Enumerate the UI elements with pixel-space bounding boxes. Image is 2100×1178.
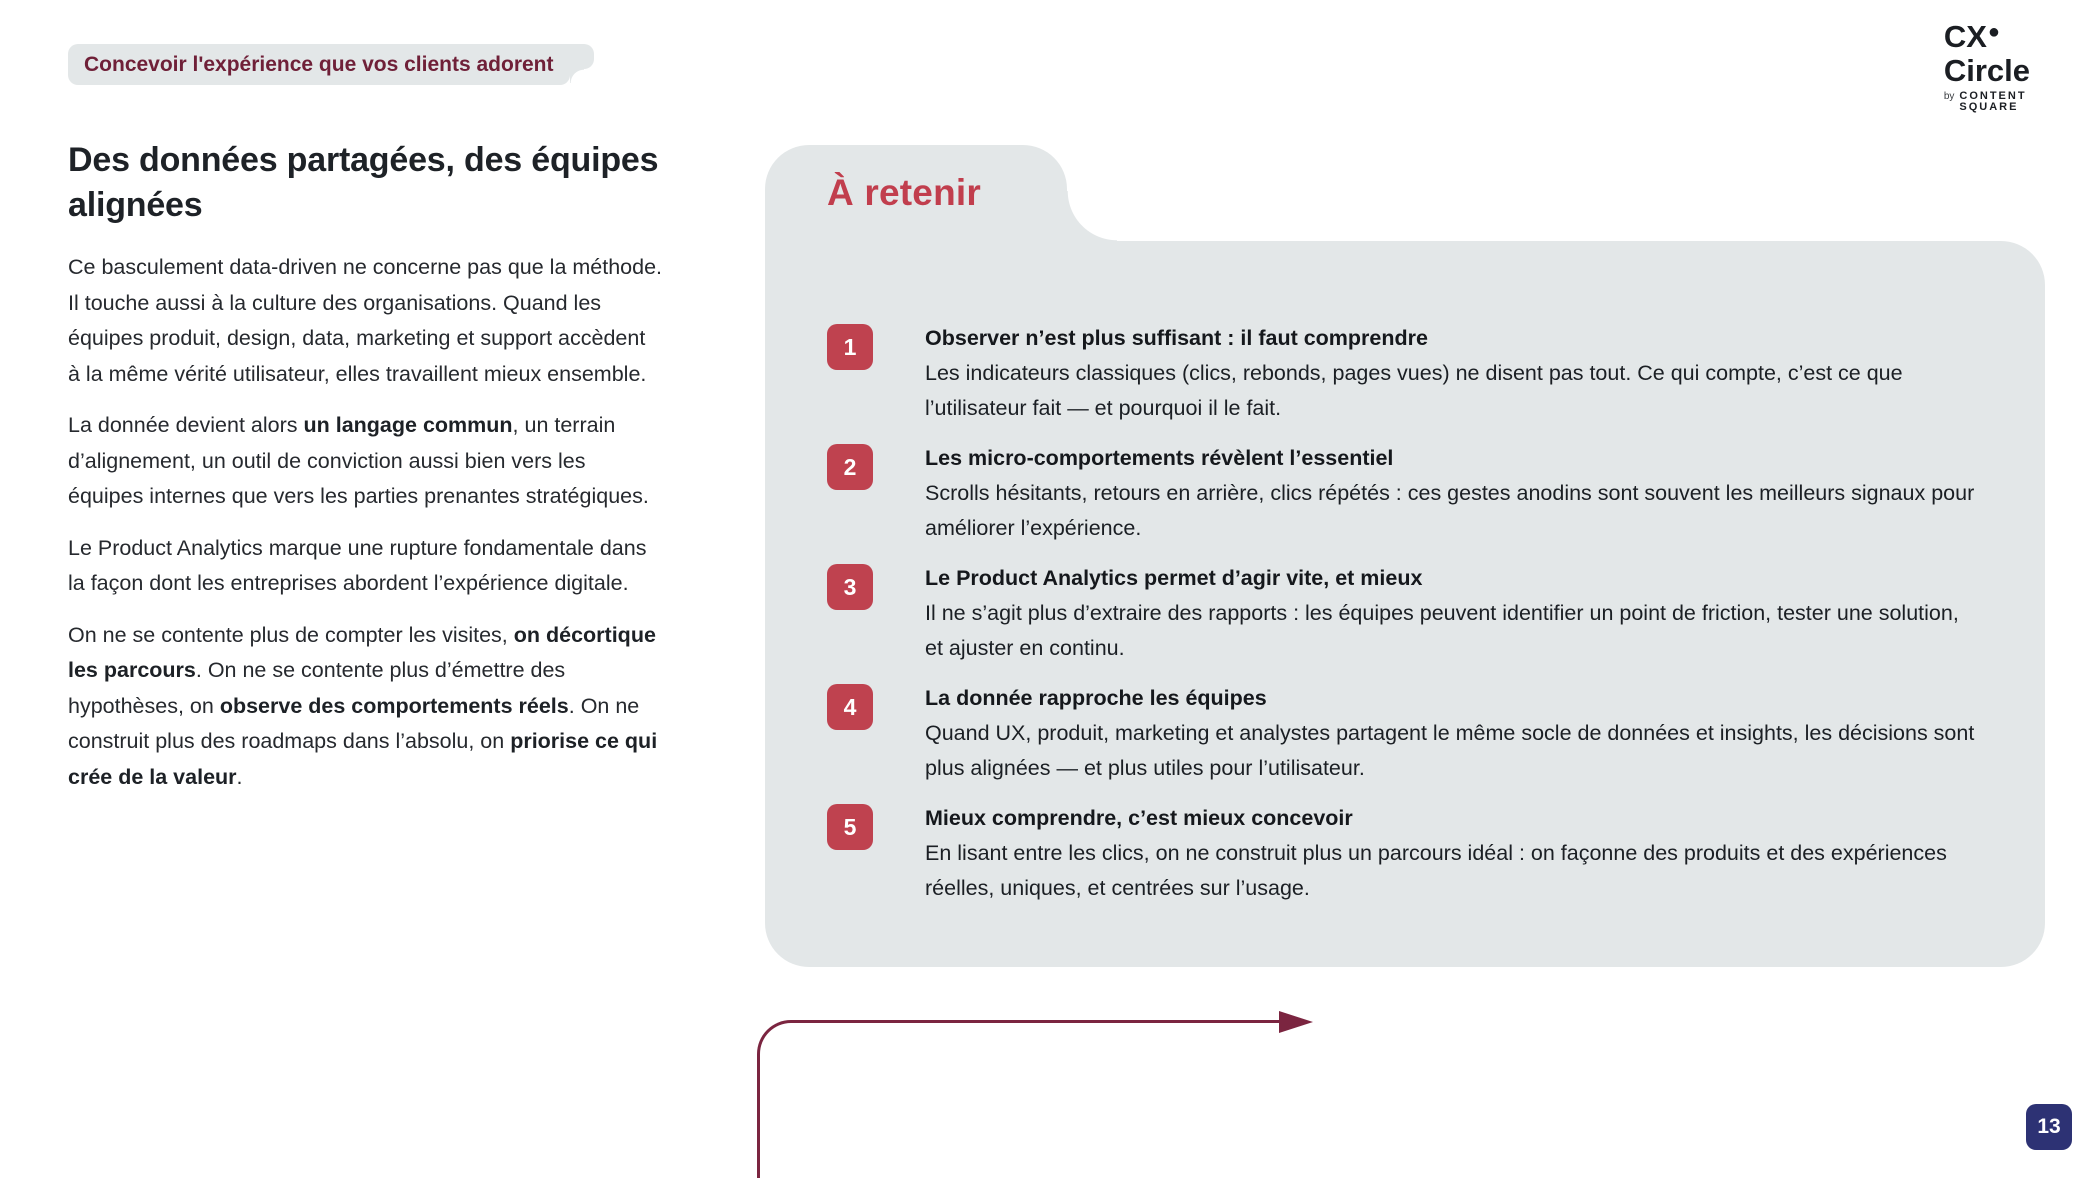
logo-line-circle: Circle — [1943, 53, 2030, 88]
arrow-head-icon — [1279, 1011, 1313, 1033]
item-title: La donnée rapproche les équipes — [925, 686, 1267, 710]
item-body: Les indicateurs classiques (clics, rebonds, pages vues) ne disent pas tout. Ce qui compte, c’est ce que l’utilisateur fait — et pourquoi il le fait. — [925, 361, 1903, 420]
panel-body — [765, 241, 2045, 967]
takeaway-item — [827, 801, 1975, 906]
item-number-badge: 1 — [827, 324, 873, 370]
item-body: Quand UX, produit, marketing et analystes partagent le même socle de données et insights, les décisions sont plus alignées — et plus utiles pour l’utilisateur. — [925, 721, 1975, 780]
paragraph-3: Le Product Analytics marque une rupture fondamentale dans la façon dont les entreprises abordent l’expérience digitale. — [68, 535, 647, 595]
item-title: Observer n’est plus suffisant : il faut comprendre — [925, 326, 1428, 350]
flow-arrow-line — [757, 1020, 1280, 1178]
takeaway-item — [827, 321, 1975, 426]
item-number-badge: 5 — [827, 804, 873, 850]
logo-brand-square: SQUARE — [1959, 101, 2019, 113]
item-body: Il ne s’agit plus d’extraire des rapports : les équipes peuvent identifier un point de friction, tester une solution, et ajuster en continu. — [925, 601, 1959, 660]
logo-brand-block — [1959, 91, 2026, 113]
eyebrow-label: Concevoir l'expérience que vos clients adorent — [84, 52, 554, 76]
logo-line-cx: CX● — [1943, 19, 2000, 54]
takeaway-item — [827, 441, 1975, 546]
logo-byline — [1944, 91, 2030, 113]
key-takeaways-panel — [765, 145, 2045, 967]
page-title: Des données partagées, des équipes alignées — [68, 141, 659, 224]
item-title: Mieux comprendre, c’est mieux concevoir — [925, 806, 1353, 830]
paragraph-1: Ce basculement data-driven ne concerne pas que la méthode. Il touche aussi à la culture des organisations. Quand les équipes produit, design, data, marketing et support accèdent à la même vérité utilisateur, elles travaillent mieux ensemble. — [68, 255, 663, 386]
logo-brand-content: CONTENT — [1959, 90, 2027, 102]
item-title: Les micro-comportements révèlent l’essentiel — [925, 446, 1394, 470]
takeaway-item — [827, 681, 1975, 786]
item-body: Scrolls hésitants, retours en arrière, clics répétés : ces gestes anodins sont souvent les meilleurs signaux pour améliorer l’expérience. — [925, 481, 1975, 540]
item-body: En lisant entre les clics, on ne construit plus un parcours idéal : on façonne des produits et des expériences réelles, uniques, et centrées sur l’usage. — [925, 841, 1947, 900]
panel-tab-flare — [1067, 191, 1117, 241]
item-number-badge: 2 — [827, 444, 873, 490]
panel-title: À retenir — [827, 172, 981, 213]
panel-tab — [765, 145, 1067, 241]
takeaway-item — [827, 561, 1975, 666]
eyebrow-tag — [68, 44, 570, 85]
item-number-badge: 3 — [827, 564, 873, 610]
paragraph-4: On ne se contente plus de compter les visites, on décortique les parcours. On ne se contente plus d’émettre des hypothèses, on observe des comportements réels. On ne construit plus des roadmaps dans l’absolu, on priorise ce qui crée de la valeur. — [68, 622, 658, 789]
paragraph-2: La donnée devient alors un langage commun, un terrain d’alignement, un outil de conviction aussi bien vers les équipes internes que vers les parties prenantes stratégiques. — [68, 413, 649, 508]
item-title: Le Product Analytics permet d’agir vite, et mieux — [925, 566, 1423, 590]
item-number-badge: 4 — [827, 684, 873, 730]
logo-dot-icon: ● — [1987, 21, 2000, 43]
page-number-badge: 13 — [2026, 1104, 2072, 1150]
cx-circle-logo — [1943, 19, 2030, 113]
logo-by-word: by — [1943, 91, 1955, 102]
left-column — [68, 138, 663, 811]
